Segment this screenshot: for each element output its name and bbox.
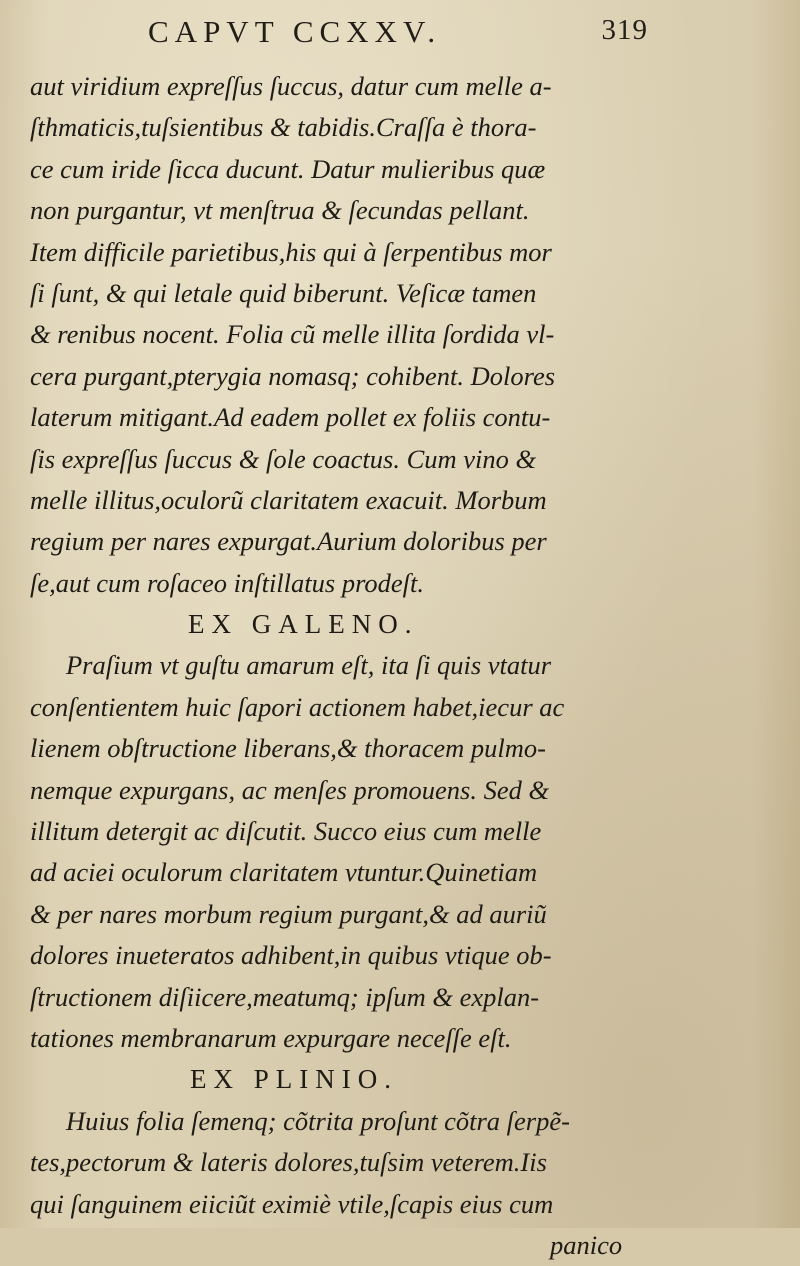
- page-header: [148, 14, 648, 54]
- text-line: melle illitus,oculorũ claritatem exacuit. Morbum: [30, 484, 547, 515]
- running-head: CAPVT CCXXV.: [148, 14, 442, 49]
- text-line: Huius folia ſemenq; cõtrita proſunt cõtra ſerpẽ-: [66, 1105, 570, 1136]
- text-line: tationes membranarum expurgare neceſſe eſt.: [30, 1022, 512, 1053]
- body-text: [30, 66, 660, 1266]
- text-line: non purgantur, vt menſtrua & ſecundas pellant.: [30, 195, 530, 226]
- section-heading-galen: EX GALENO.: [188, 609, 419, 640]
- text-line: qui ſanguinem eiiciũt eximiè vtile,ſcapis eius cum: [30, 1188, 554, 1219]
- text-line: lienem obſtructione liberans,& thoracem pulmo-: [30, 733, 546, 764]
- text-line: laterum mitigant.Ad eadem pollet ex foliis contu-: [30, 402, 551, 433]
- text-line: illitum detergit ac diſcutit. Succo eius cum melle: [30, 816, 542, 847]
- text-line: dolores inueteratos adhibent,in quibus vtique ob-: [30, 940, 552, 971]
- text-line: nemque expurgans, ac menſes promouens. Sed &: [30, 774, 550, 805]
- text-line: Praſium vt guſtu amarum eſt, ita ſi quis vtatur: [66, 650, 552, 681]
- page-number: 319: [601, 14, 648, 46]
- text-line: & renibus nocent. Folia cũ melle illita ſordida vl-: [30, 319, 555, 350]
- text-line: conſentientem huic ſapori actionem habet,iecur ac: [30, 691, 565, 722]
- text-line: cera purgant,pterygia nomasq; cohibent. Dolores: [30, 360, 556, 391]
- text-line: ad aciei oculorum claritatem vtuntur.Quinetiam: [30, 857, 538, 888]
- text-line: ſe,aut cum roſaceo inſtillatus prodeſt.: [30, 567, 425, 598]
- text-line: ſthmaticis,tuſsientibus & tabidis.Craſſa è thora-: [30, 112, 537, 143]
- section-heading-plinio: EX PLINIO.: [190, 1064, 398, 1095]
- text-line: Item difficile parietibus,his qui à ſerpentibus mor: [30, 236, 552, 267]
- text-line: ſi ſunt, & qui letale quid biberunt. Veſicæ tamen: [30, 277, 537, 308]
- catchword: panico: [550, 1229, 623, 1260]
- text-line: ce cum iride ſicca ducunt. Datur mulieribus quæ: [30, 153, 546, 184]
- text-line: tes,pectorum & lateris dolores,tuſsim veterem.Iis: [30, 1147, 547, 1178]
- text-line: aut viridium expreſſus ſuccus, datur cum melle a-: [30, 71, 552, 101]
- text-line: ſtructionem diſiicere,meatumq; ipſum & explan-: [30, 981, 540, 1012]
- text-line: & per nares morbum regium purgant,& ad auriũ: [30, 898, 547, 929]
- text-line: regium per nares expurgat.Aurium doloribus per: [30, 526, 547, 557]
- text-line: ſis expreſſus ſuccus & ſole coactus. Cum vino &: [30, 443, 537, 474]
